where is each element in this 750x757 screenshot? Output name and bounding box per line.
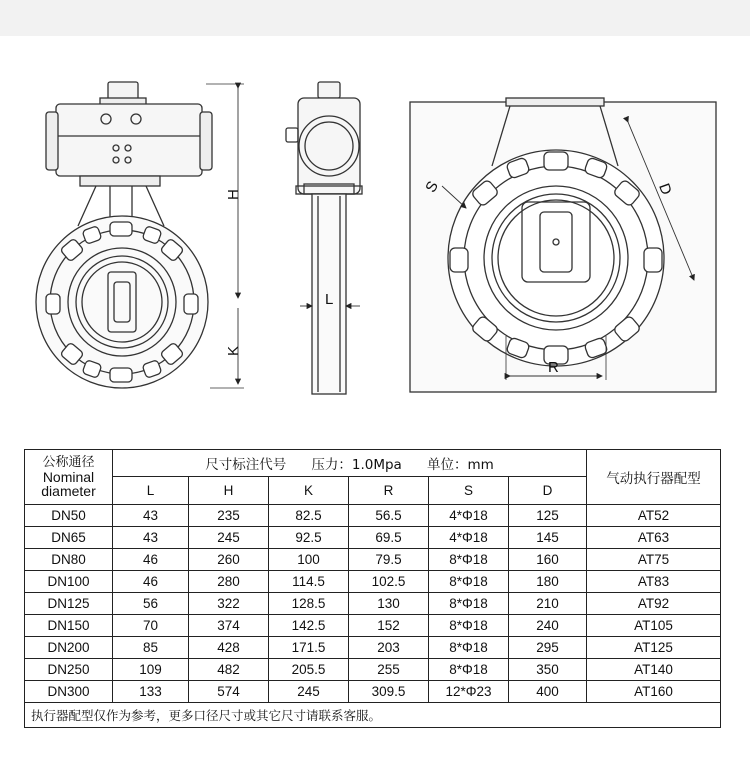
cell-h: 428 [189, 637, 269, 659]
cell-r: 79.5 [349, 549, 429, 571]
cell-dn: DN100 [25, 571, 113, 593]
cell-dn: DN80 [25, 549, 113, 571]
top-band [0, 0, 750, 36]
cell-dn: DN65 [25, 527, 113, 549]
cell-d: 350 [509, 659, 587, 681]
cell-s: 4*Φ18 [429, 505, 509, 527]
col-header-k: K [269, 477, 349, 505]
cell-l: 43 [113, 527, 189, 549]
cell-d: 210 [509, 593, 587, 615]
cell-l: 70 [113, 615, 189, 637]
table-row [25, 571, 721, 593]
nominal-diameter-en-2: diameter [41, 483, 96, 499]
cell-l: 85 [113, 637, 189, 659]
table-row [25, 637, 721, 659]
cell-d: 145 [509, 527, 587, 549]
cell-s: 8*Φ18 [429, 659, 509, 681]
cell-k: 114.5 [269, 571, 349, 593]
nominal-diameter-en-1: Nominal [42, 469, 95, 485]
dims-label: 尺寸标注代号 [205, 457, 287, 473]
col-header-s: S [429, 477, 509, 505]
col-header-h: H [189, 477, 269, 505]
cell-l: 133 [113, 681, 189, 703]
cell-h: 280 [189, 571, 269, 593]
col-header-l: L [113, 477, 189, 505]
cell-d: 400 [509, 681, 587, 703]
table-row [25, 659, 721, 681]
cell-actuator: AT83 [587, 571, 721, 593]
cell-s: 12*Φ23 [429, 681, 509, 703]
cell-r: 203 [349, 637, 429, 659]
dim-label-l: L [325, 291, 334, 308]
cell-h: 374 [189, 615, 269, 637]
header-row-1 [25, 450, 721, 477]
dim-label-h: H [225, 189, 242, 200]
spec-table [24, 449, 721, 728]
cell-s: 8*Φ18 [429, 593, 509, 615]
cell-r: 152 [349, 615, 429, 637]
cell-d: 180 [509, 571, 587, 593]
cell-k: 100 [269, 549, 349, 571]
cell-s: 4*Φ18 [429, 527, 509, 549]
valve-technical-drawing [0, 36, 750, 436]
dim-label-r: R [548, 359, 559, 376]
cell-d: 295 [509, 637, 587, 659]
cell-s: 8*Φ18 [429, 549, 509, 571]
side-view [286, 82, 362, 394]
cell-h: 482 [189, 659, 269, 681]
cell-dn: DN50 [25, 505, 113, 527]
col-header-r: R [349, 477, 429, 505]
table-row [25, 615, 721, 637]
cell-d: 125 [509, 505, 587, 527]
cell-actuator: AT52 [587, 505, 721, 527]
cell-s: 8*Φ18 [429, 637, 509, 659]
cell-actuator: AT75 [587, 549, 721, 571]
cell-actuator: AT105 [587, 615, 721, 637]
unit-label: 单位：mm [427, 457, 494, 473]
table-body [25, 505, 721, 703]
cell-dn: DN250 [25, 659, 113, 681]
cell-d: 240 [509, 615, 587, 637]
note-row [25, 703, 721, 728]
cell-actuator: AT92 [587, 593, 721, 615]
cell-dn: DN150 [25, 615, 113, 637]
cell-l: 46 [113, 549, 189, 571]
dimension-header [113, 450, 587, 477]
cell-r: 255 [349, 659, 429, 681]
cell-r: 102.5 [349, 571, 429, 593]
cell-k: 128.5 [269, 593, 349, 615]
dim-label-k: K [225, 345, 242, 356]
cell-r: 69.5 [349, 527, 429, 549]
cell-r: 56.5 [349, 505, 429, 527]
cell-actuator: AT160 [587, 681, 721, 703]
actuator-header: 气动执行器配型 [587, 450, 721, 505]
table-row [25, 549, 721, 571]
table-row [25, 505, 721, 527]
cell-h: 322 [189, 593, 269, 615]
cell-r: 309.5 [349, 681, 429, 703]
cell-actuator: AT140 [587, 659, 721, 681]
cell-l: 46 [113, 571, 189, 593]
cell-k: 92.5 [269, 527, 349, 549]
nominal-diameter-cn: 公称通径 [42, 455, 95, 470]
cell-h: 245 [189, 527, 269, 549]
cell-s: 8*Φ18 [429, 615, 509, 637]
cell-l: 109 [113, 659, 189, 681]
cell-r: 130 [349, 593, 429, 615]
table-row [25, 593, 721, 615]
dim-label-s: S [422, 178, 442, 196]
col-header-d: D [509, 477, 587, 505]
nominal-diameter-header [25, 450, 113, 505]
cell-dn: DN125 [25, 593, 113, 615]
cell-l: 43 [113, 505, 189, 527]
cell-h: 574 [189, 681, 269, 703]
table-row [25, 681, 721, 703]
cell-k: 245 [269, 681, 349, 703]
dim-label-d: D [655, 181, 675, 198]
cell-k: 82.5 [269, 505, 349, 527]
cell-s: 8*Φ18 [429, 571, 509, 593]
cell-d: 160 [509, 549, 587, 571]
table-note: 执行器配型仅作为参考，更多口径尺寸或其它尺寸请联系客服。 [25, 703, 721, 728]
cell-actuator: AT63 [587, 527, 721, 549]
cell-actuator: AT125 [587, 637, 721, 659]
cell-k: 205.5 [269, 659, 349, 681]
table-row [25, 527, 721, 549]
cell-dn: DN200 [25, 637, 113, 659]
flange-view [410, 98, 716, 392]
cell-k: 142.5 [269, 615, 349, 637]
pressure-label: 压力：1.0Mpa [311, 457, 402, 473]
cell-dn: DN300 [25, 681, 113, 703]
cell-h: 235 [189, 505, 269, 527]
cell-l: 56 [113, 593, 189, 615]
cell-h: 260 [189, 549, 269, 571]
front-view [36, 82, 244, 388]
cell-k: 171.5 [269, 637, 349, 659]
